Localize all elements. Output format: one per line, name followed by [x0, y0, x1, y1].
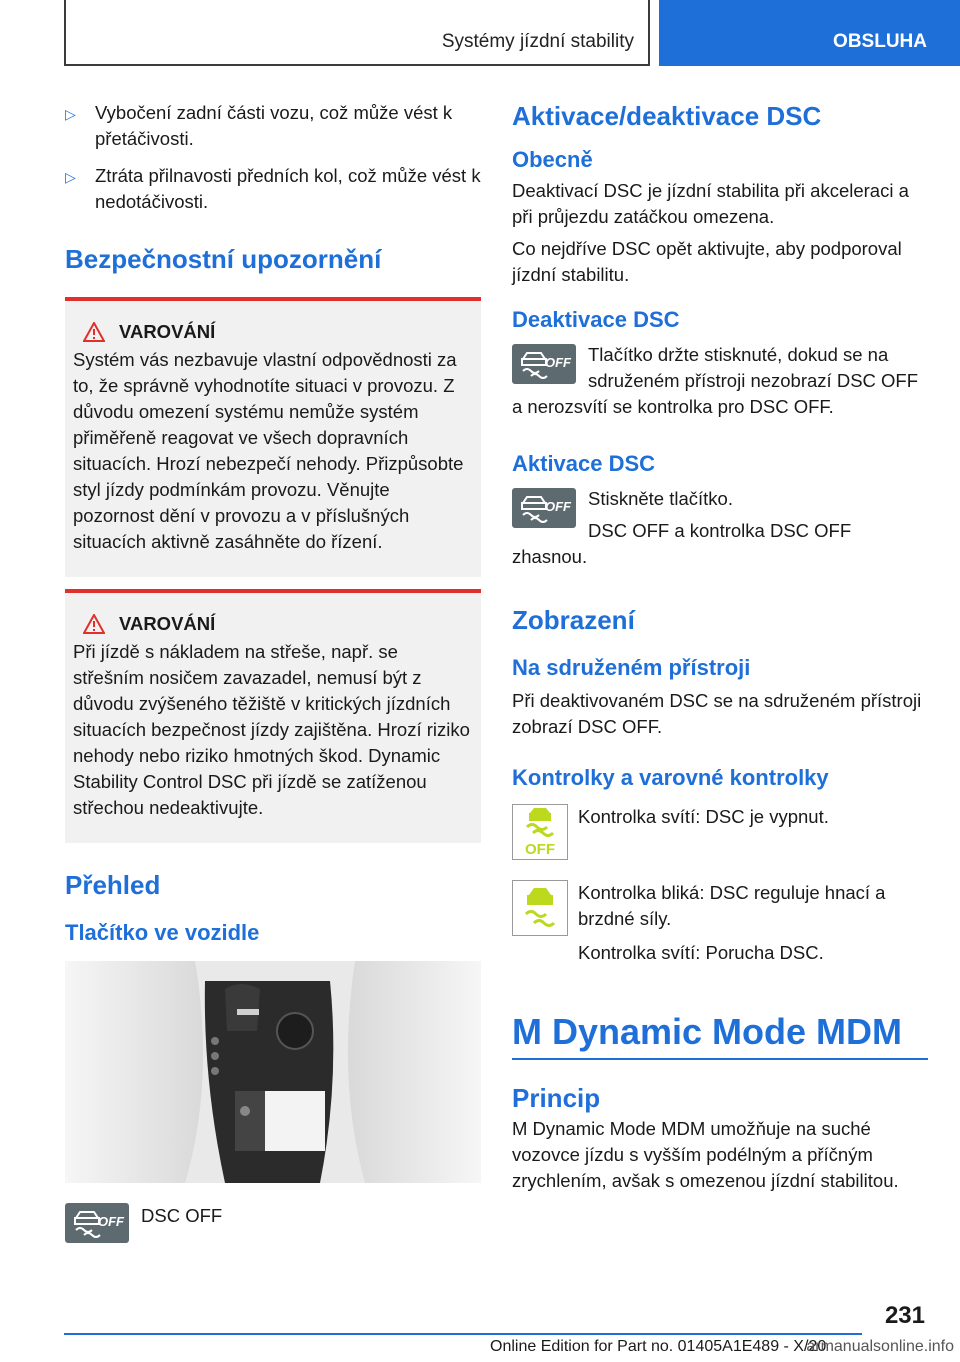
- deactivation-heading: Deaktivace DSC: [512, 307, 680, 332]
- activation-text-1: Stiskněte tlačítko.: [588, 488, 733, 509]
- warning-text: Systém vás nezbavuje vlastní odpovědnosti za to, že správně vyhodnotíte situaci v provozu. Z důvodu omezení systému nemůže systém přiměřeně reagovat ve všech dopravních situacích. Hrozí nebezpečí nehody. Přizpůsobte styl jízdy podmínkám provozu. Věnujte pozornost dění v provozu a v příslušných situacích aktivně zasáhněte do řízení.: [73, 349, 464, 552]
- footer-divider: [64, 1333, 862, 1335]
- chapter-tab-label: OBSLUHA: [833, 31, 927, 52]
- lamps-heading: Kontrolky a varovné kontrolky: [512, 765, 829, 790]
- section-title: Systémy jízdní stability: [441, 31, 634, 52]
- lamp1-text: Kontrolka svítí: DSC je vypnut.: [578, 806, 829, 827]
- mdm-heading: M Dynamic Mode MDM: [512, 1010, 928, 1060]
- dsc-off-button-row: [65, 1203, 481, 1243]
- cluster-text: Při deaktivovaném DSC se na sdruženém přístroji zobrazí DSC OFF.: [512, 690, 922, 737]
- header-bar: [64, 0, 650, 66]
- dsc-off-button-icon: OFF: [512, 344, 576, 384]
- triangle-bullet-icon: ▷: [65, 106, 76, 122]
- list-item: ▷ Ztráta přilnavosti předních kol, což může vést k nedotáčivosti.: [65, 165, 481, 212]
- dsc-off-button-icon: OFF: [65, 1203, 129, 1243]
- chapter-tab[interactable]: [659, 0, 960, 66]
- warning-text: Při jízdě s nákladem na střeše, např. se střešním nosičem zavazadel, nemusí být z důvodu zvýšeného těžiště v kritických jízdních situacích bezpečnost jízdy zajištěna. Hrozí riziko nehody nebo riziko hmotných škod. Dynamic Stability Control DSC při jízdě se zatíženou střechou nedeaktivujte.: [73, 641, 470, 818]
- dsc-off-indicator-icon: [512, 804, 568, 860]
- lamp2-text-1: Kontrolka bliká: DSC reguluje hnací a brzdné síly.: [578, 882, 886, 929]
- cluster-heading: Na sdruženém přístroji: [512, 655, 751, 680]
- lamp2-text-2: Kontrolka svítí: Porucha DSC.: [578, 942, 824, 963]
- activation-text-2: DSC OFF a kontrolka DSC OFF zhasnou.: [512, 520, 852, 567]
- activation-heading: Aktivace/deaktivace DSC: [512, 101, 822, 131]
- principle-text: M Dynamic Mode MDM umožňuje na suché vozovce jízdu s vyšším podélným a příčným zrychlením, avšak s omezenou jízdní stabilitou.: [512, 1118, 899, 1191]
- warning-triangle-icon: [83, 614, 105, 634]
- general-paragraph-1: Deaktivací DSC je jízdní stabilita při akceleraci a při průjezdu zatáčkou omezena.: [512, 180, 909, 227]
- deactivation-text: Tlačítko držte stisknuté, dokud se na sdruženém přístroji nezobrazí DSC OFF a nerozsvítí se kontrolka pro DSC OFF.: [512, 344, 919, 417]
- principle-heading: Princip: [512, 1083, 601, 1113]
- warning-title: VAROVÁNÍ: [73, 613, 473, 635]
- display-heading: Zobrazení: [512, 605, 635, 635]
- edition-text: Online Edition for Part no. 01405A1E489 - X/20: [490, 1338, 827, 1355]
- activation-dsc-heading: Aktivace DSC: [512, 451, 656, 476]
- warning-title: VAROVÁNÍ: [73, 321, 473, 343]
- general-heading: Obecně: [512, 147, 593, 172]
- button-heading: Tlačítko ve vozidle: [65, 920, 260, 945]
- safety-heading: Bezpečnostní upozornění: [65, 244, 382, 274]
- activation-block: [512, 486, 928, 570]
- button-caption: DSC OFF: [141, 1205, 223, 1226]
- warning-triangle-icon: [83, 322, 105, 342]
- lamp-row: [512, 804, 928, 860]
- list-item: ▷ Vybočení zadní části vozu, což může vést k přetáčivosti.: [65, 102, 453, 149]
- lamp-row: [512, 880, 928, 966]
- general-paragraph-2: Co nejdříve DSC opět aktivujte, aby podporoval jízdní stabilitu.: [512, 238, 902, 285]
- dsc-indicator-icon: [512, 880, 568, 936]
- warning-box: [65, 589, 481, 843]
- center-console-photo: [65, 961, 481, 1183]
- svg-text:OFF: OFF: [525, 841, 555, 858]
- overview-heading: Přehled: [65, 870, 161, 900]
- page-number: 231: [884, 1302, 925, 1329]
- dsc-off-button-icon: OFF: [512, 488, 576, 528]
- triangle-bullet-icon: ▷: [65, 169, 76, 185]
- watermark: armanualsonline.info: [806, 1338, 954, 1355]
- right-column: [512, 100, 928, 1194]
- warning-box: [65, 297, 481, 577]
- left-column: [65, 100, 481, 1243]
- deactivation-block: [512, 342, 928, 420]
